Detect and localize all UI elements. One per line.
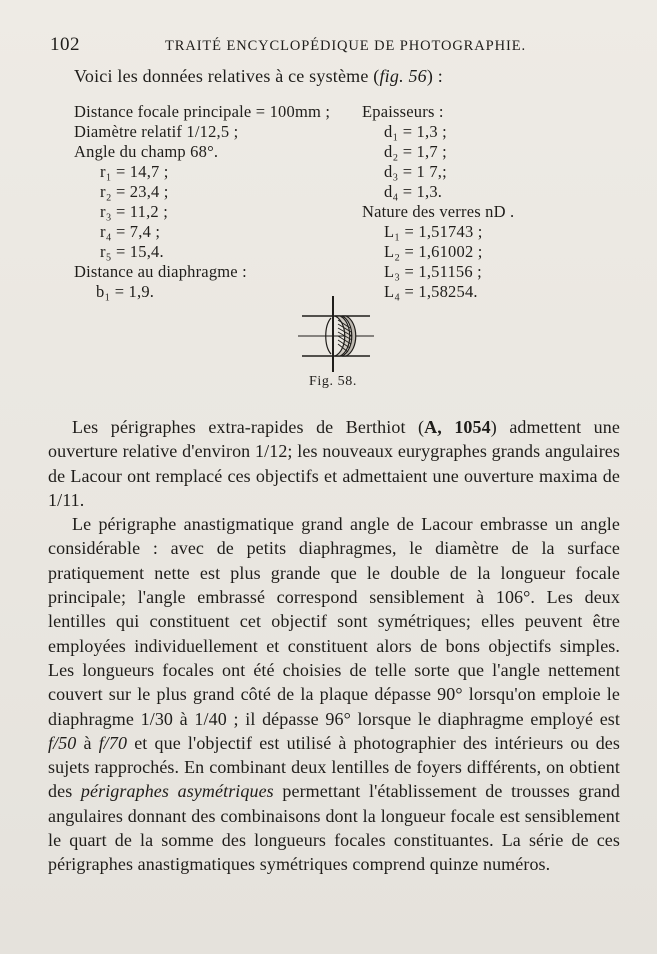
relative-diameter-line: Diamètre relatif 1/12,5 ; [74,122,239,141]
thickness-d3: d₃ = 1 7,; [384,162,447,181]
paragraph1-part-c: ) admettent une ouverture relative d'environ 1/12; les nouveaux eurygraphes grands angulaires de Lacour ont remplacé ces objectifs et admettaient une ouverture maxima de 1/11. [48,417,620,510]
paragraph2-part-a: Le périgraphe anastigmatique grand angle de Lacour embrasse un angle considérable : avec de petits diaphragmes, le diamètre de la surface pratiquement nette est plus grande que le double de la longueur focale principale; l'angle embrassé correspond sensiblement à 106°. Les deux lentilles qui constituent cet objectif sont symétriques; elles peuvent être employées individuellement et constituent alors de bons objectifs simples. Les longueurs focales ont été choisies de telle sorte que l'angle nettement couvert sur le plus grand côté de la plaque dépasse 90° lorsqu'on emploie le diaphragme 1/30 à 1/40 ; il dépasse 96° lorsque le diaphragme employé est [48,514,620,729]
radius-r2: r₂ = 23,4 ; [100,182,169,201]
running-title: TRAITÉ ENCYCLOPÉDIQUE DE PHOTOGRAPHIE. [165,38,526,54]
lens-data-right-column [362,102,612,302]
paragraph-berthiot [48,415,620,512]
thickness-d4: d₄ = 1,3. [384,182,443,201]
figure-reference: fig. 56 [379,66,427,86]
glass-l2: L₂ = 1,61002 ; [384,242,483,261]
radius-r5: r₅ = 15,4. [100,242,164,261]
diaphragm-distance-b1: b₁ = 1,9. [96,282,155,301]
aperture-f50: f/50 [48,732,77,753]
paragraph1-part-a: Les périgraphes extra-rapides de Berthiot ( [72,417,425,437]
thickness-label: Epaisseurs : [362,102,444,121]
thickness-d1: d₁ = 1,3 ; [384,122,447,141]
lens-diagram-figure [296,294,376,374]
paragraph-lacour [48,512,620,876]
aperture-f70: f/70 [98,732,128,753]
thickness-d2: d₂ = 1,7 ; [384,142,447,161]
intro-text-before: Voici les données relatives à ce système ( [74,66,380,86]
radius-r1: r₁ = 14,7 ; [100,162,169,181]
body-text [48,415,620,877]
intro-text-after: ) : [426,66,443,86]
radius-r4: r₄ = 7,4 ; [100,222,161,241]
intro-line [74,66,443,87]
page-header [50,34,620,56]
glass-l3: L₃ = 1,51156 ; [384,262,482,281]
paragraph2-part-b: et que l'objectif est utilisé à photographier des intérieurs ou des sujets rapprochés. En combinant deux lentilles de foyers différents, on obtient des [48,732,620,802]
glass-l4: L₄ = 1,58254. [384,282,478,301]
reference-bold: A, 1054 [424,417,491,437]
field-angle-line: Angle du champ 68°. [74,142,219,161]
radius-r3: r₃ = 11,2 ; [100,202,168,221]
lens-data-left-column [74,102,354,302]
glass-nature-label: Nature des verres nD . [362,202,515,221]
paragraph2-part-c: permettant l'établissement de trousses grand angulaires donnant des combinaisons dont la longueur focale est sensiblement le quart de la somme des longueurs focales constituantes. La série de ces périgraphes anastigmatiques symétriques comprend quinze numéros. [48,781,620,875]
diaphragm-distance-label: Distance au diaphragme : [74,262,247,281]
paragraph2-connector: à [76,732,99,753]
page-number: 102 [50,34,80,55]
glass-l1: L₁ = 1,51743 ; [384,222,483,241]
figure-caption: Fig. 58. [309,374,357,389]
focal-length-line: Distance focale principale = 100mm ; [74,102,331,121]
italic-term: périgraphes asymétriques [80,781,274,802]
